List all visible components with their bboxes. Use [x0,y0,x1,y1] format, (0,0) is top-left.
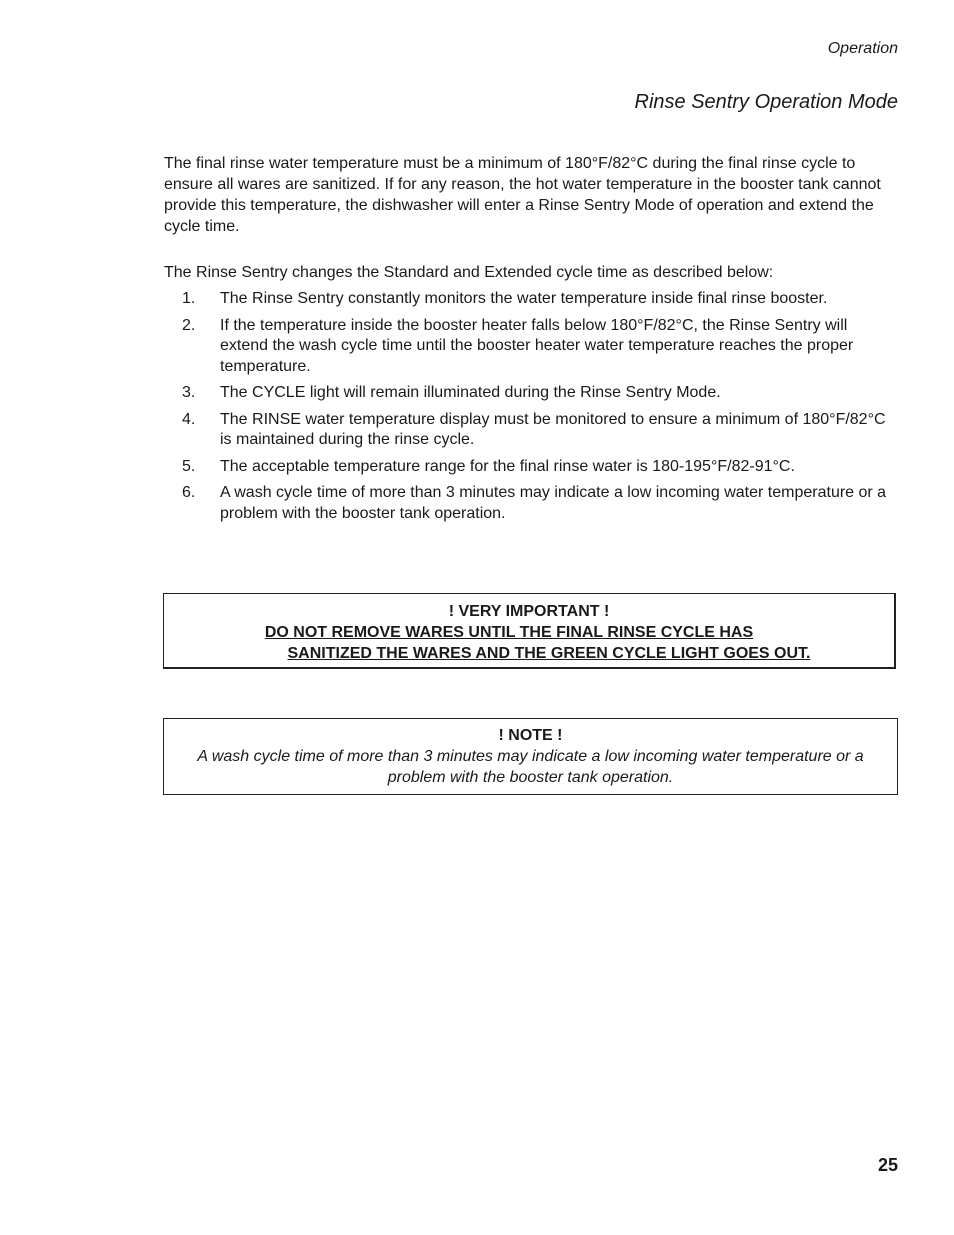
list-item [164,457,896,478]
list-item-number: 1. [182,290,196,307]
list-item-text: A wash cycle time of more than 3 minutes may indicate a low incoming water temperature or a problem with the booster tank operation. [220,484,887,522]
list-intro-paragraph: The Rinse Sentry changes the Standard and Extended cycle time as described below: [164,264,774,281]
list-item-number: 4. [182,410,196,428]
list-item-text: The Rinse Sentry constantly monitors the water temperature inside final rinse booster. [220,290,828,307]
note-title: ! NOTE ! [498,727,563,744]
intro-paragraph: The final rinse water temperature must be a minimum of 180°F/82°C during the final rinse cycle to ensure all wares are sanitized. If for any reason, the hot water temperature in the booster tank cannot provide this temperature, the dishwasher will enter a Rinse Sentry Mode of operation and extend the cycle time. [164,155,881,235]
very-important-box [163,593,896,669]
list-item-number: 5. [182,457,196,475]
list-item-text: The acceptable temperature range for the final rinse water is 180-195°F/82-91°C. [220,457,795,475]
list-item-number: 2. [182,316,196,334]
page-title: Rinse Sentry Operation Mode [634,91,898,113]
section-header: Operation [827,40,898,57]
list-item-text: The CYCLE light will remain illuminated during the Rinse Sentry Mode. [220,384,721,401]
list-item [164,410,896,451]
list-item [164,483,896,524]
list-item-text: If the temperature inside the booster heater falls below 180°F/82°C, the Rinse Sentry will extend the wash cycle time until the booster heater water temperature reaches the proper temperature. [220,316,854,375]
list-item-number: 3. [182,384,196,401]
list-item [164,383,896,404]
list-item-text: The RINSE water temperature display must be monitored to ensure a minimum of 180°F/82°C is maintained during the rinse cycle. [220,410,886,448]
very-important-title: ! VERY IMPORTANT ! [448,603,610,620]
list-item-number: 6. [182,484,196,501]
page-number: 25 [877,1155,898,1175]
very-important-line-1: DO NOT REMOVE WARES UNTIL THE FINAL RINSE CYCLE HAS [264,624,754,641]
list-item [164,289,896,310]
very-important-line-2: SANITIZED THE WARES AND THE GREEN CYCLE LIGHT GOES OUT. [287,645,811,662]
steps-list [164,289,896,530]
note-text: A wash cycle time of more than 3 minutes may indicate a low incoming water temperature or a problem with the booster tank operation. [197,748,864,786]
list-item [164,316,896,378]
note-box [163,718,898,795]
